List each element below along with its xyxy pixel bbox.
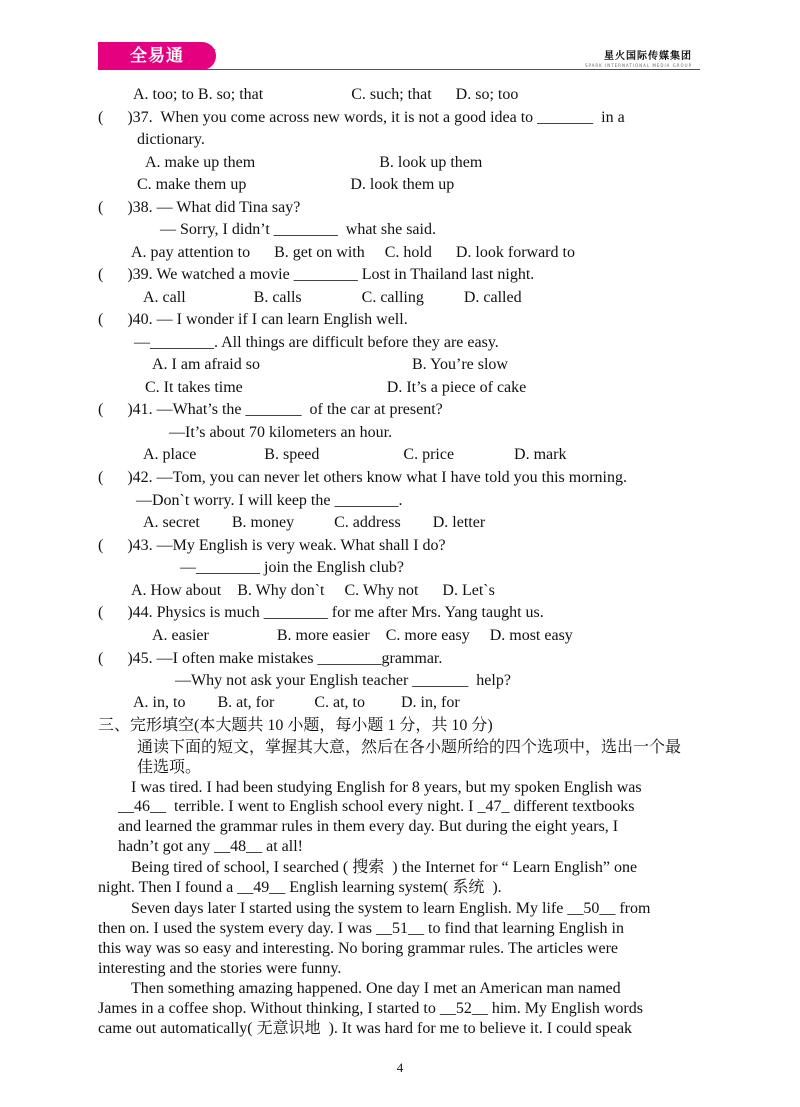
q43-stem: ( )43. —My English is very weak. What shall I do? [98, 537, 446, 554]
q45-options: A. in, to B. at, for C. at, to D. in, for [133, 694, 460, 711]
q45-reply: —Why not ask your English teacher _______ help? [175, 672, 511, 689]
logo-text: 全易通 [130, 46, 184, 66]
passage-line: and learned the grammar rules in them every day. But during the eight years, I [118, 818, 619, 835]
passage-line: Then something amazing happened. One day I met an American man named [131, 980, 621, 997]
q40-stem: ( )40. — I wonder if I can learn English well. [98, 311, 408, 328]
q40-reply: —________. All things are difficult before they are easy. [134, 334, 499, 351]
page-header [0, 0, 800, 75]
q45-stem: ( )45. —I often make mistakes ________grammar. [98, 650, 443, 667]
section-instruction: 通读下面的短文，掌握其大意，然后在各小题所给的四个选项中，选出一个最 [137, 739, 682, 756]
q42-options: A. secret B. money C. address D. letter [143, 514, 486, 531]
passage-line: hadn’t got any __48__ at all! [118, 838, 303, 855]
q38-reply: — Sorry, I didn’t ________ what she said. [160, 221, 436, 238]
publisher-brand [585, 47, 692, 68]
q41-reply: —It’s about 70 kilometers an hour. [169, 424, 393, 441]
q38-options: A. pay attention to B. get on with C. hold D. look forward to [131, 244, 575, 261]
q37-stem: ( )37. When you come across new words, it is not a good idea to _______ in a [98, 109, 625, 126]
q40-options-ab: A. I am afraid so B. You’re slow [152, 356, 508, 373]
passage-line: came out automatically( 无意识地 ). It was hard for me to believe it. I could speak [98, 1020, 633, 1037]
q44-stem: ( )44. Physics is much ________ for me after Mrs. Yang taught us. [98, 604, 544, 621]
passage-line: interesting and the stories were funny. [98, 960, 342, 977]
brand-logo [98, 42, 216, 70]
q41-options: A. place B. speed C. price D. mark [143, 446, 567, 463]
q41-stem: ( )41. —What’s the _______ of the car at present? [98, 401, 443, 418]
passage-line: then on. I used the system every day. I was __51__ to find that learning English in [98, 920, 624, 937]
page-number: 4 [396, 1060, 404, 1075]
q39-options: A. call B. calls C. calling D. called [143, 289, 522, 306]
q39-stem: ( )39. We watched a movie ________ Lost in Thailand last night. [98, 266, 535, 283]
publisher-name-en: SPARK INTERNATIONAL MEDIA GROUP [584, 63, 692, 68]
q37-options-ab: A. make up them B. look up them [145, 154, 483, 171]
q38-stem: ( )38. — What did Tina say? [98, 199, 301, 216]
q44-options: A. easier B. more easier C. more easy D. most easy [152, 627, 573, 644]
passage-line: Being tired of school, I searched ( 搜索 ) the Internet for “ Learn English” one [131, 859, 638, 876]
passage-line: I was tired. I had been studying English for 8 years, but my spoken English was [131, 779, 642, 796]
q42-reply: —Don`t worry. I will keep the ________. [136, 492, 403, 509]
q37-options-cd: C. make them up D. look them up [137, 176, 455, 193]
star-icon: ✦ [206, 43, 218, 57]
publisher-name: 星火国际传媒集团 [604, 51, 692, 62]
passage-line: Seven days later I started using the system to learn English. My life __50__ from [131, 900, 651, 917]
passage-line: James in a coffee shop. Without thinking, I started to __52__ him. My English words [98, 1000, 643, 1017]
passage-line: this way was so easy and interesting. No boring grammar rules. The articles were [98, 940, 618, 957]
q36-options: A. too; to B. so; that C. such; that D. so; too [133, 86, 519, 103]
header-divider [120, 69, 700, 70]
passage-line: __46__ terrible. I went to English school every night. I _47_ different textbooks [118, 798, 635, 815]
q43-reply: —________ join the English club? [180, 559, 404, 576]
q40-options-cd: C. It takes time D. It’s a piece of cake [145, 379, 527, 396]
section-heading: 三、完形填空(本大题共 10 小题，每小题 1 分，共 10 分) [98, 717, 493, 734]
q42-stem: ( )42. —Tom, you can never let others know what I have told you this morning. [98, 469, 627, 486]
section-instruction-cont: 佳选项。 [137, 759, 202, 776]
q43-options: A. How about B. Why don`t C. Why not D. Let`s [131, 582, 495, 599]
q37-stem-cont: dictionary. [137, 131, 205, 148]
passage-line: night. Then I found a __49__ English learning system( 系统 ). [98, 879, 502, 896]
